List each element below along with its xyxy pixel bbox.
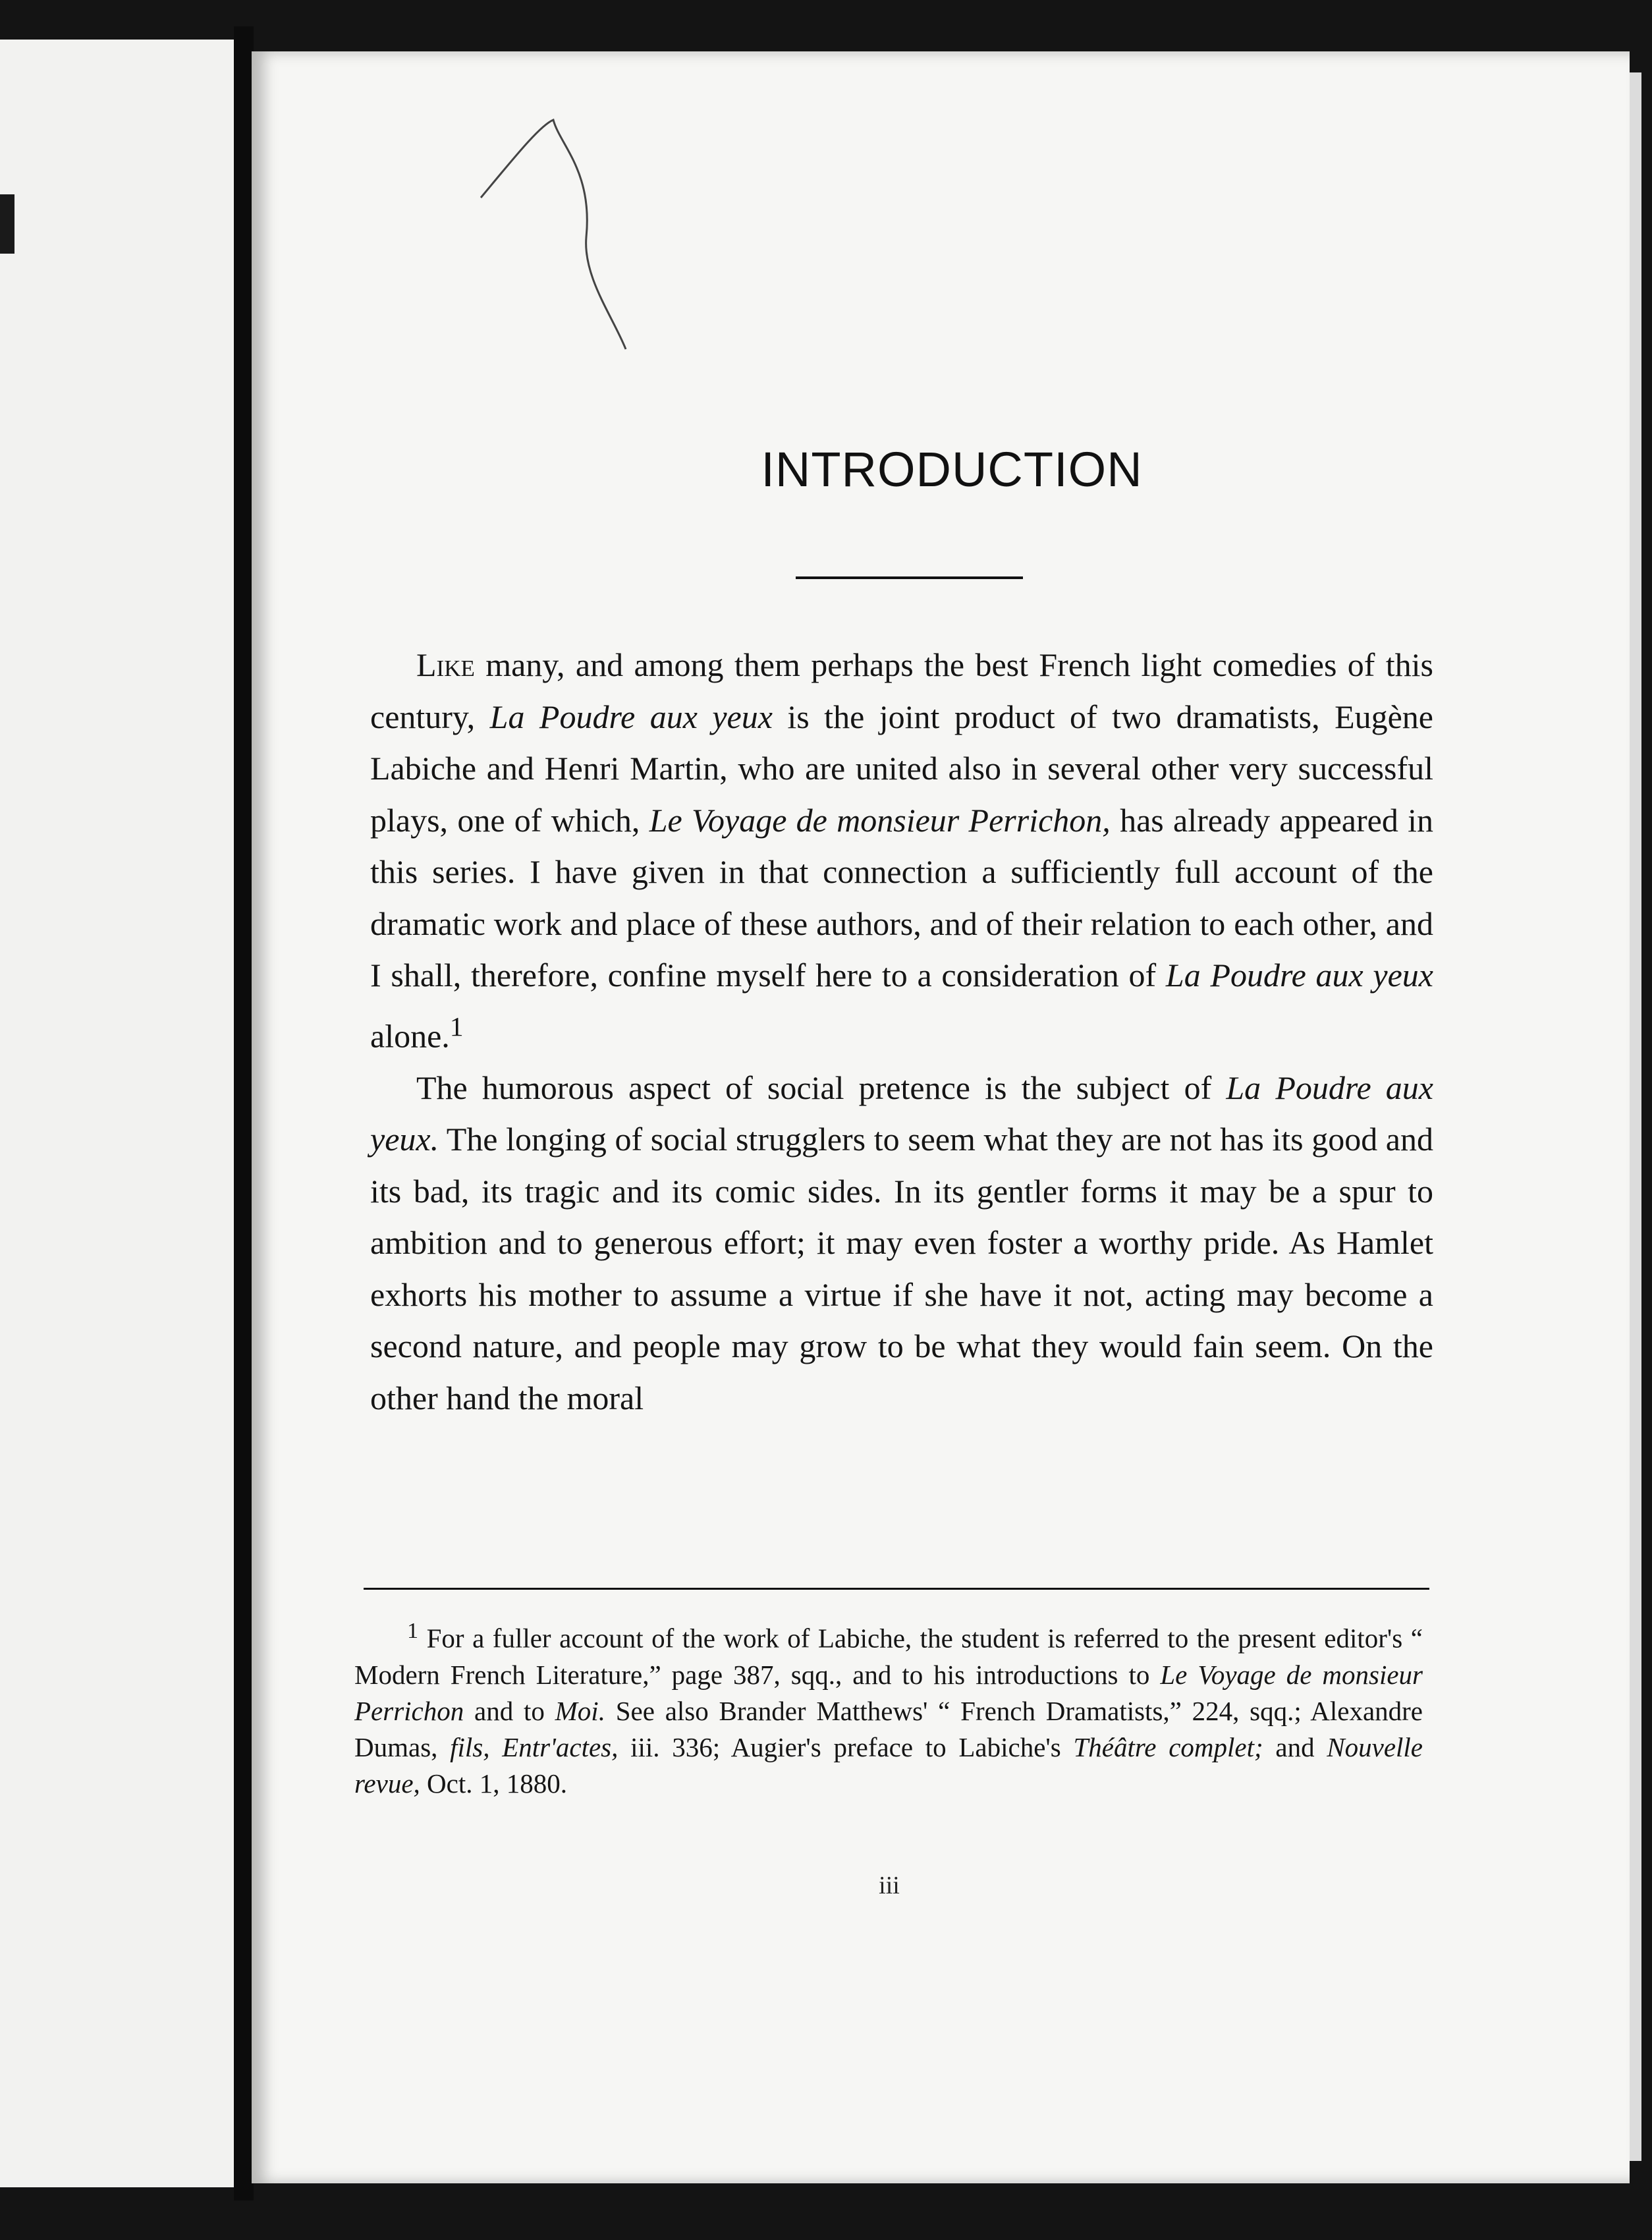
footnote-text bbox=[354, 1613, 1423, 1802]
footnote-title-nouvelle-revue: Nouvelle revue, bbox=[354, 1731, 1423, 1799]
title-le-voyage: Le Voyage de monsieur Perrichon, bbox=[649, 801, 1111, 839]
body-text bbox=[370, 639, 1433, 1424]
paragraph-2 bbox=[370, 1062, 1433, 1424]
title-la-poudre-2: La Poudre aux yeux bbox=[1165, 957, 1433, 994]
left-page-edge bbox=[0, 40, 234, 2187]
book-gutter bbox=[234, 26, 254, 2200]
footnote-text-a: For a fuller account of the work of Labiche, the student is referred to the present editor's “ Modern French Literature,” page 387, sqq., and to his introductions to bbox=[354, 1623, 1423, 1690]
footnote-text-f: Oct. 1, 1880. bbox=[420, 1768, 567, 1799]
paragraph-2-text-a: The humorous aspect of social pretence is the subject of bbox=[416, 1069, 1226, 1106]
page-number: iii bbox=[879, 1872, 900, 1899]
paragraph-2-text-b: The longing of social strugglers to seem what they are not has its good and its bad, its tragic and its comic sides. In its gentler forms it may be a spur to ambition and to generous effort; it may even foster a worthy pride. As Hamlet exhorts his mother to assume a virtue if she have it not, acting may become a second nature, and people may grow to be what they would fain seem. On the other hand the moral bbox=[370, 1121, 1433, 1416]
right-page-edge bbox=[1630, 72, 1641, 2161]
footnote-text-c: See also Brander Matthews' “ French Dramatists,” 224, sqq.; Alexandre Dumas, bbox=[354, 1695, 1423, 1762]
paragraph-1 bbox=[370, 639, 1433, 1062]
footnote-title-entractes: fils, Entr'actes, bbox=[450, 1731, 619, 1762]
footnote-title-moi: Moi. bbox=[555, 1695, 605, 1726]
left-page-mark bbox=[0, 194, 14, 254]
footnote-title-theatre: Théâtre complet; bbox=[1073, 1731, 1263, 1762]
page-heading: INTRODUCTION bbox=[761, 442, 1143, 497]
paragraph-1-text-d: alone. bbox=[370, 1017, 450, 1055]
footnote-text-e: and bbox=[1263, 1731, 1327, 1762]
footnote-text-b: and to bbox=[464, 1695, 555, 1726]
stray-hair-mark bbox=[461, 119, 632, 356]
footnote-marker: 1 bbox=[407, 1619, 419, 1643]
footnote-title-voyage: Le Voyage de monsieur Perrichon bbox=[354, 1659, 1423, 1726]
footnote-text-d: iii. 336; Augier's preface to Labiche's bbox=[618, 1731, 1074, 1762]
paragraph-1-text-c: has already appeared in this series. I have given in that connection a sufficiently full account of the dramatic work and place of these authors, and of their relation to each other, and I shall, therefore, confine myself here to a consideration of bbox=[370, 801, 1433, 994]
lead-word: Like bbox=[416, 646, 475, 683]
title-la-poudre-3: La Poudre aux yeux. bbox=[370, 1069, 1433, 1158]
footnote-rule bbox=[364, 1588, 1429, 1590]
title-la-poudre: La Poudre aux yeux bbox=[489, 698, 773, 735]
footnote bbox=[354, 1613, 1423, 1802]
footnote-reference: 1 bbox=[449, 1011, 464, 1042]
paragraph-1-text-b: is the joint product of two dramatists, Eugène Labiche and Henri Martin, who are united also in several other very successful plays, one of which, bbox=[370, 698, 1433, 839]
heading-rule bbox=[796, 576, 1023, 579]
paragraph-1-text-a: many, and among them perhaps the best French light comedies of this century, bbox=[370, 646, 1433, 735]
